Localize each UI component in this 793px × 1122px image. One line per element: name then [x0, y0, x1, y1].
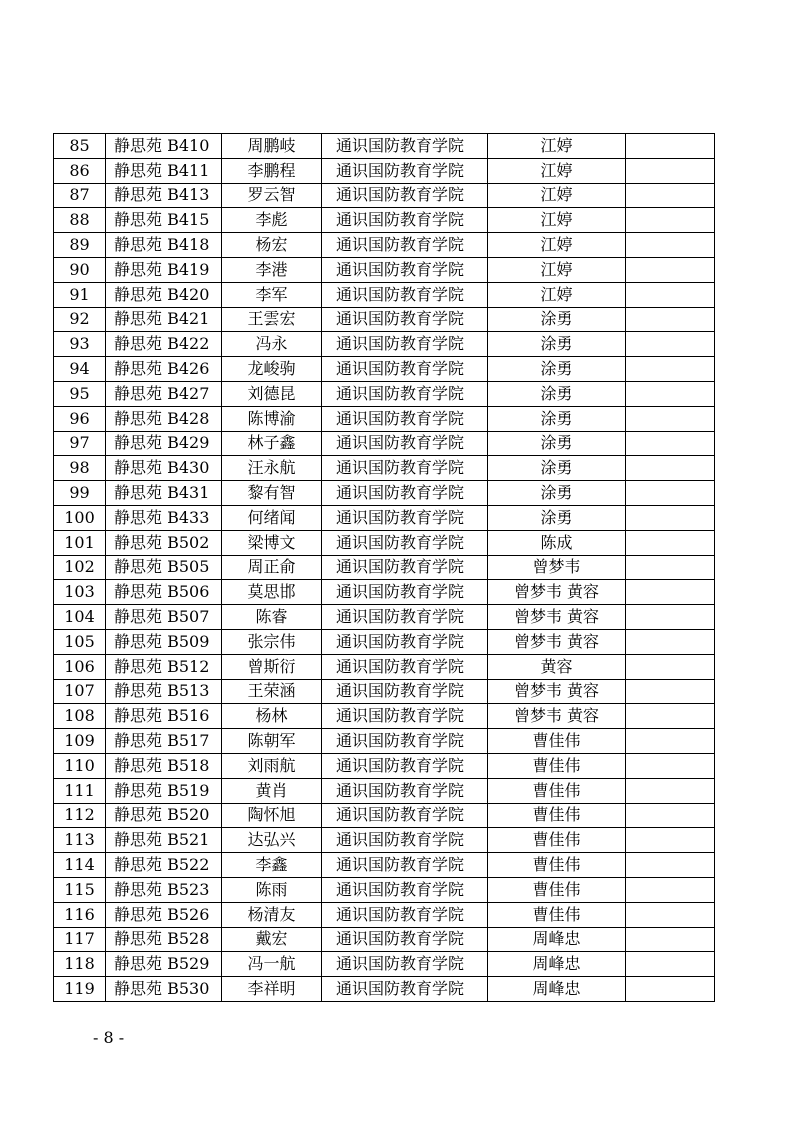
- college-cell: 通识国防教育学院: [322, 828, 488, 853]
- row-number-cell: 89: [54, 233, 106, 258]
- row-number-cell: 87: [54, 183, 106, 208]
- student-name-cell: 曾斯衍: [222, 654, 322, 679]
- table-row: [54, 282, 715, 307]
- student-name-cell: 陈博渝: [222, 406, 322, 431]
- counselor-cell: 曹佳伟: [488, 729, 626, 754]
- student-name-cell: 李祥明: [222, 977, 322, 1002]
- table-row: [54, 580, 715, 605]
- college-cell: 通识国防教育学院: [322, 803, 488, 828]
- note-cell: [626, 853, 715, 878]
- counselor-cell: 涂勇: [488, 381, 626, 406]
- counselor-cell: 曹佳伟: [488, 902, 626, 927]
- row-number-cell: 100: [54, 505, 106, 530]
- dorm-room-cell: 静思苑 B433: [106, 505, 222, 530]
- dorm-room-cell: 静思苑 B426: [106, 357, 222, 382]
- college-cell: 通识国防教育学院: [322, 282, 488, 307]
- row-number-cell: 119: [54, 977, 106, 1002]
- note-cell: [626, 753, 715, 778]
- table-row: [54, 481, 715, 506]
- student-name-cell: 刘德昆: [222, 381, 322, 406]
- counselor-cell: 涂勇: [488, 406, 626, 431]
- student-name-cell: 杨宏: [222, 233, 322, 258]
- dorm-room-cell: 静思苑 B526: [106, 902, 222, 927]
- dorm-room-cell: 静思苑 B519: [106, 778, 222, 803]
- note-cell: [626, 629, 715, 654]
- note-cell: [626, 902, 715, 927]
- note-cell: [626, 282, 715, 307]
- student-name-cell: 周正俞: [222, 555, 322, 580]
- table-row: [54, 902, 715, 927]
- counselor-cell: 江婷: [488, 282, 626, 307]
- college-cell: 通识国防教育学院: [322, 704, 488, 729]
- table-row: [54, 704, 715, 729]
- dorm-room-cell: 静思苑 B530: [106, 977, 222, 1002]
- row-number-cell: 111: [54, 778, 106, 803]
- counselor-cell: 曾梦韦 黄容: [488, 629, 626, 654]
- table-row: [54, 729, 715, 754]
- college-cell: 通识国防教育学院: [322, 183, 488, 208]
- dorm-room-cell: 静思苑 B411: [106, 158, 222, 183]
- dorm-room-cell: 静思苑 B509: [106, 629, 222, 654]
- row-number-cell: 109: [54, 729, 106, 754]
- note-cell: [626, 778, 715, 803]
- table-row: [54, 952, 715, 977]
- note-cell: [626, 828, 715, 853]
- dorm-room-cell: 静思苑 B517: [106, 729, 222, 754]
- dorm-room-cell: 静思苑 B520: [106, 803, 222, 828]
- table-row: [54, 555, 715, 580]
- table-row: [54, 456, 715, 481]
- counselor-cell: 江婷: [488, 183, 626, 208]
- dorm-room-cell: 静思苑 B518: [106, 753, 222, 778]
- counselor-cell: 江婷: [488, 233, 626, 258]
- college-cell: 通识国防教育学院: [322, 605, 488, 630]
- college-cell: 通识国防教育学院: [322, 654, 488, 679]
- note-cell: [626, 134, 715, 159]
- note-cell: [626, 307, 715, 332]
- dorm-room-cell: 静思苑 B528: [106, 927, 222, 952]
- row-number-cell: 93: [54, 332, 106, 357]
- row-number-cell: 108: [54, 704, 106, 729]
- student-name-cell: 李鹏程: [222, 158, 322, 183]
- student-name-cell: 何绪闻: [222, 505, 322, 530]
- counselor-cell: 曹佳伟: [488, 853, 626, 878]
- dorm-room-cell: 静思苑 B521: [106, 828, 222, 853]
- table-row: [54, 654, 715, 679]
- table-row: [54, 778, 715, 803]
- table-row: [54, 381, 715, 406]
- row-number-cell: 106: [54, 654, 106, 679]
- student-name-cell: 冯一航: [222, 952, 322, 977]
- college-cell: 通识国防教育学院: [322, 555, 488, 580]
- counselor-cell: 曹佳伟: [488, 753, 626, 778]
- row-number-cell: 105: [54, 629, 106, 654]
- note-cell: [626, 431, 715, 456]
- counselor-cell: 涂勇: [488, 332, 626, 357]
- counselor-cell: 曾梦韦 黄容: [488, 580, 626, 605]
- dorm-room-cell: 静思苑 B413: [106, 183, 222, 208]
- student-name-cell: 戴宏: [222, 927, 322, 952]
- row-number-cell: 112: [54, 803, 106, 828]
- note-cell: [626, 729, 715, 754]
- dorm-room-cell: 静思苑 B431: [106, 481, 222, 506]
- student-name-cell: 王雲宏: [222, 307, 322, 332]
- student-name-cell: 达弘兴: [222, 828, 322, 853]
- student-name-cell: 陈睿: [222, 605, 322, 630]
- student-name-cell: 陶怀旭: [222, 803, 322, 828]
- row-number-cell: 104: [54, 605, 106, 630]
- college-cell: 通识国防教育学院: [322, 505, 488, 530]
- counselor-cell: 涂勇: [488, 431, 626, 456]
- dorm-room-cell: 静思苑 B422: [106, 332, 222, 357]
- counselor-cell: 江婷: [488, 158, 626, 183]
- counselor-cell: 曹佳伟: [488, 803, 626, 828]
- dorm-room-cell: 静思苑 B505: [106, 555, 222, 580]
- student-name-cell: 汪永航: [222, 456, 322, 481]
- college-cell: 通识国防教育学院: [322, 952, 488, 977]
- note-cell: [626, 233, 715, 258]
- counselor-cell: 黄容: [488, 654, 626, 679]
- row-number-cell: 99: [54, 481, 106, 506]
- student-name-cell: 李港: [222, 257, 322, 282]
- student-name-cell: 龙峻驹: [222, 357, 322, 382]
- table-row: [54, 803, 715, 828]
- student-name-cell: 陈雨: [222, 877, 322, 902]
- counselor-cell: 曾梦韦 黄容: [488, 605, 626, 630]
- student-name-cell: 杨清友: [222, 902, 322, 927]
- table-row: [54, 877, 715, 902]
- note-cell: [626, 208, 715, 233]
- counselor-cell: 曹佳伟: [488, 877, 626, 902]
- counselor-cell: 周峰忠: [488, 927, 626, 952]
- college-cell: 通识国防教育学院: [322, 307, 488, 332]
- dorm-room-cell: 静思苑 B522: [106, 853, 222, 878]
- college-cell: 通识国防教育学院: [322, 208, 488, 233]
- dorm-room-cell: 静思苑 B427: [106, 381, 222, 406]
- counselor-cell: 曾梦韦 黄容: [488, 704, 626, 729]
- counselor-cell: 涂勇: [488, 307, 626, 332]
- college-cell: 通识国防教育学院: [322, 580, 488, 605]
- counselor-cell: 曹佳伟: [488, 778, 626, 803]
- student-name-cell: 杨林: [222, 704, 322, 729]
- table-row: [54, 134, 715, 159]
- college-cell: 通识国防教育学院: [322, 134, 488, 159]
- table-row: [54, 332, 715, 357]
- note-cell: [626, 456, 715, 481]
- dorm-room-cell: 静思苑 B421: [106, 307, 222, 332]
- table-row: [54, 307, 715, 332]
- row-number-cell: 117: [54, 927, 106, 952]
- student-name-cell: 罗云智: [222, 183, 322, 208]
- college-cell: 通识国防教育学院: [322, 778, 488, 803]
- note-cell: [626, 952, 715, 977]
- dormitory-roster-table: [53, 133, 715, 1002]
- college-cell: 通识国防教育学院: [322, 456, 488, 481]
- college-cell: 通识国防教育学院: [322, 158, 488, 183]
- student-name-cell: 李鑫: [222, 853, 322, 878]
- row-number-cell: 98: [54, 456, 106, 481]
- student-name-cell: 张宗伟: [222, 629, 322, 654]
- page-number: - 8 -: [93, 1028, 125, 1047]
- student-name-cell: 刘雨航: [222, 753, 322, 778]
- student-name-cell: 周鹏岐: [222, 134, 322, 159]
- counselor-cell: 江婷: [488, 208, 626, 233]
- table-row: [54, 977, 715, 1002]
- dorm-room-cell: 静思苑 B428: [106, 406, 222, 431]
- dorm-room-cell: 静思苑 B512: [106, 654, 222, 679]
- student-name-cell: 李军: [222, 282, 322, 307]
- dorm-room-cell: 静思苑 B523: [106, 877, 222, 902]
- student-name-cell: 黄肖: [222, 778, 322, 803]
- dorm-room-cell: 静思苑 B516: [106, 704, 222, 729]
- college-cell: 通识国防教育学院: [322, 406, 488, 431]
- row-number-cell: 114: [54, 853, 106, 878]
- college-cell: 通识国防教育学院: [322, 481, 488, 506]
- table-row: [54, 679, 715, 704]
- row-number-cell: 118: [54, 952, 106, 977]
- row-number-cell: 91: [54, 282, 106, 307]
- counselor-cell: 涂勇: [488, 481, 626, 506]
- student-name-cell: 莫思邯: [222, 580, 322, 605]
- college-cell: 通识国防教育学院: [322, 431, 488, 456]
- dorm-room-cell: 静思苑 B418: [106, 233, 222, 258]
- college-cell: 通识国防教育学院: [322, 257, 488, 282]
- note-cell: [626, 704, 715, 729]
- dorm-room-cell: 静思苑 B502: [106, 530, 222, 555]
- college-cell: 通识国防教育学院: [322, 233, 488, 258]
- college-cell: 通识国防教育学院: [322, 729, 488, 754]
- college-cell: 通识国防教育学院: [322, 853, 488, 878]
- note-cell: [626, 357, 715, 382]
- table-row: [54, 158, 715, 183]
- table-row: [54, 629, 715, 654]
- student-name-cell: 黎有智: [222, 481, 322, 506]
- row-number-cell: 116: [54, 902, 106, 927]
- note-cell: [626, 580, 715, 605]
- dorm-room-cell: 静思苑 B430: [106, 456, 222, 481]
- table-row: [54, 828, 715, 853]
- college-cell: 通识国防教育学院: [322, 357, 488, 382]
- student-name-cell: 王荣涵: [222, 679, 322, 704]
- note-cell: [626, 877, 715, 902]
- row-number-cell: 90: [54, 257, 106, 282]
- college-cell: 通识国防教育学院: [322, 753, 488, 778]
- dorm-room-cell: 静思苑 B419: [106, 257, 222, 282]
- note-cell: [626, 927, 715, 952]
- college-cell: 通识国防教育学院: [322, 877, 488, 902]
- row-number-cell: 92: [54, 307, 106, 332]
- note-cell: [626, 183, 715, 208]
- note-cell: [626, 257, 715, 282]
- college-cell: 通识国防教育学院: [322, 679, 488, 704]
- dorm-room-cell: 静思苑 B415: [106, 208, 222, 233]
- table-row: [54, 257, 715, 282]
- counselor-cell: 江婷: [488, 134, 626, 159]
- table-row: [54, 605, 715, 630]
- counselor-cell: 涂勇: [488, 357, 626, 382]
- note-cell: [626, 654, 715, 679]
- note-cell: [626, 679, 715, 704]
- roster-table-body: [54, 134, 715, 1002]
- note-cell: [626, 158, 715, 183]
- row-number-cell: 101: [54, 530, 106, 555]
- table-row: [54, 233, 715, 258]
- note-cell: [626, 530, 715, 555]
- counselor-cell: 曹佳伟: [488, 828, 626, 853]
- table-row: [54, 357, 715, 382]
- note-cell: [626, 555, 715, 580]
- dorm-room-cell: 静思苑 B506: [106, 580, 222, 605]
- counselor-cell: 周峰忠: [488, 952, 626, 977]
- note-cell: [626, 406, 715, 431]
- dorm-room-cell: 静思苑 B513: [106, 679, 222, 704]
- note-cell: [626, 481, 715, 506]
- note-cell: [626, 505, 715, 530]
- table-row: [54, 183, 715, 208]
- college-cell: 通识国防教育学院: [322, 927, 488, 952]
- counselor-cell: 周峰忠: [488, 977, 626, 1002]
- student-name-cell: 冯永: [222, 332, 322, 357]
- dorm-room-cell: 静思苑 B410: [106, 134, 222, 159]
- row-number-cell: 86: [54, 158, 106, 183]
- row-number-cell: 115: [54, 877, 106, 902]
- note-cell: [626, 605, 715, 630]
- college-cell: 通识国防教育学院: [322, 332, 488, 357]
- student-name-cell: 林子鑫: [222, 431, 322, 456]
- counselor-cell: 江婷: [488, 257, 626, 282]
- row-number-cell: 107: [54, 679, 106, 704]
- table-row: [54, 505, 715, 530]
- college-cell: 通识国防教育学院: [322, 629, 488, 654]
- college-cell: 通识国防教育学院: [322, 902, 488, 927]
- row-number-cell: 97: [54, 431, 106, 456]
- row-number-cell: 95: [54, 381, 106, 406]
- table-row: [54, 753, 715, 778]
- table-row: [54, 406, 715, 431]
- counselor-cell: 曾梦韦: [488, 555, 626, 580]
- dorm-room-cell: 静思苑 B420: [106, 282, 222, 307]
- table-row: [54, 530, 715, 555]
- table-row: [54, 853, 715, 878]
- counselor-cell: 涂勇: [488, 456, 626, 481]
- student-name-cell: 李彪: [222, 208, 322, 233]
- counselor-cell: 陈成: [488, 530, 626, 555]
- row-number-cell: 85: [54, 134, 106, 159]
- college-cell: 通识国防教育学院: [322, 381, 488, 406]
- row-number-cell: 103: [54, 580, 106, 605]
- dorm-room-cell: 静思苑 B507: [106, 605, 222, 630]
- note-cell: [626, 803, 715, 828]
- table-row: [54, 431, 715, 456]
- student-name-cell: 梁博文: [222, 530, 322, 555]
- row-number-cell: 102: [54, 555, 106, 580]
- row-number-cell: 96: [54, 406, 106, 431]
- dorm-room-cell: 静思苑 B529: [106, 952, 222, 977]
- student-name-cell: 陈朝军: [222, 729, 322, 754]
- dorm-room-cell: 静思苑 B429: [106, 431, 222, 456]
- note-cell: [626, 977, 715, 1002]
- table-row: [54, 927, 715, 952]
- row-number-cell: 94: [54, 357, 106, 382]
- row-number-cell: 113: [54, 828, 106, 853]
- note-cell: [626, 332, 715, 357]
- counselor-cell: 涂勇: [488, 505, 626, 530]
- counselor-cell: 曾梦韦 黄容: [488, 679, 626, 704]
- row-number-cell: 110: [54, 753, 106, 778]
- row-number-cell: 88: [54, 208, 106, 233]
- note-cell: [626, 381, 715, 406]
- college-cell: 通识国防教育学院: [322, 977, 488, 1002]
- college-cell: 通识国防教育学院: [322, 530, 488, 555]
- table-row: [54, 208, 715, 233]
